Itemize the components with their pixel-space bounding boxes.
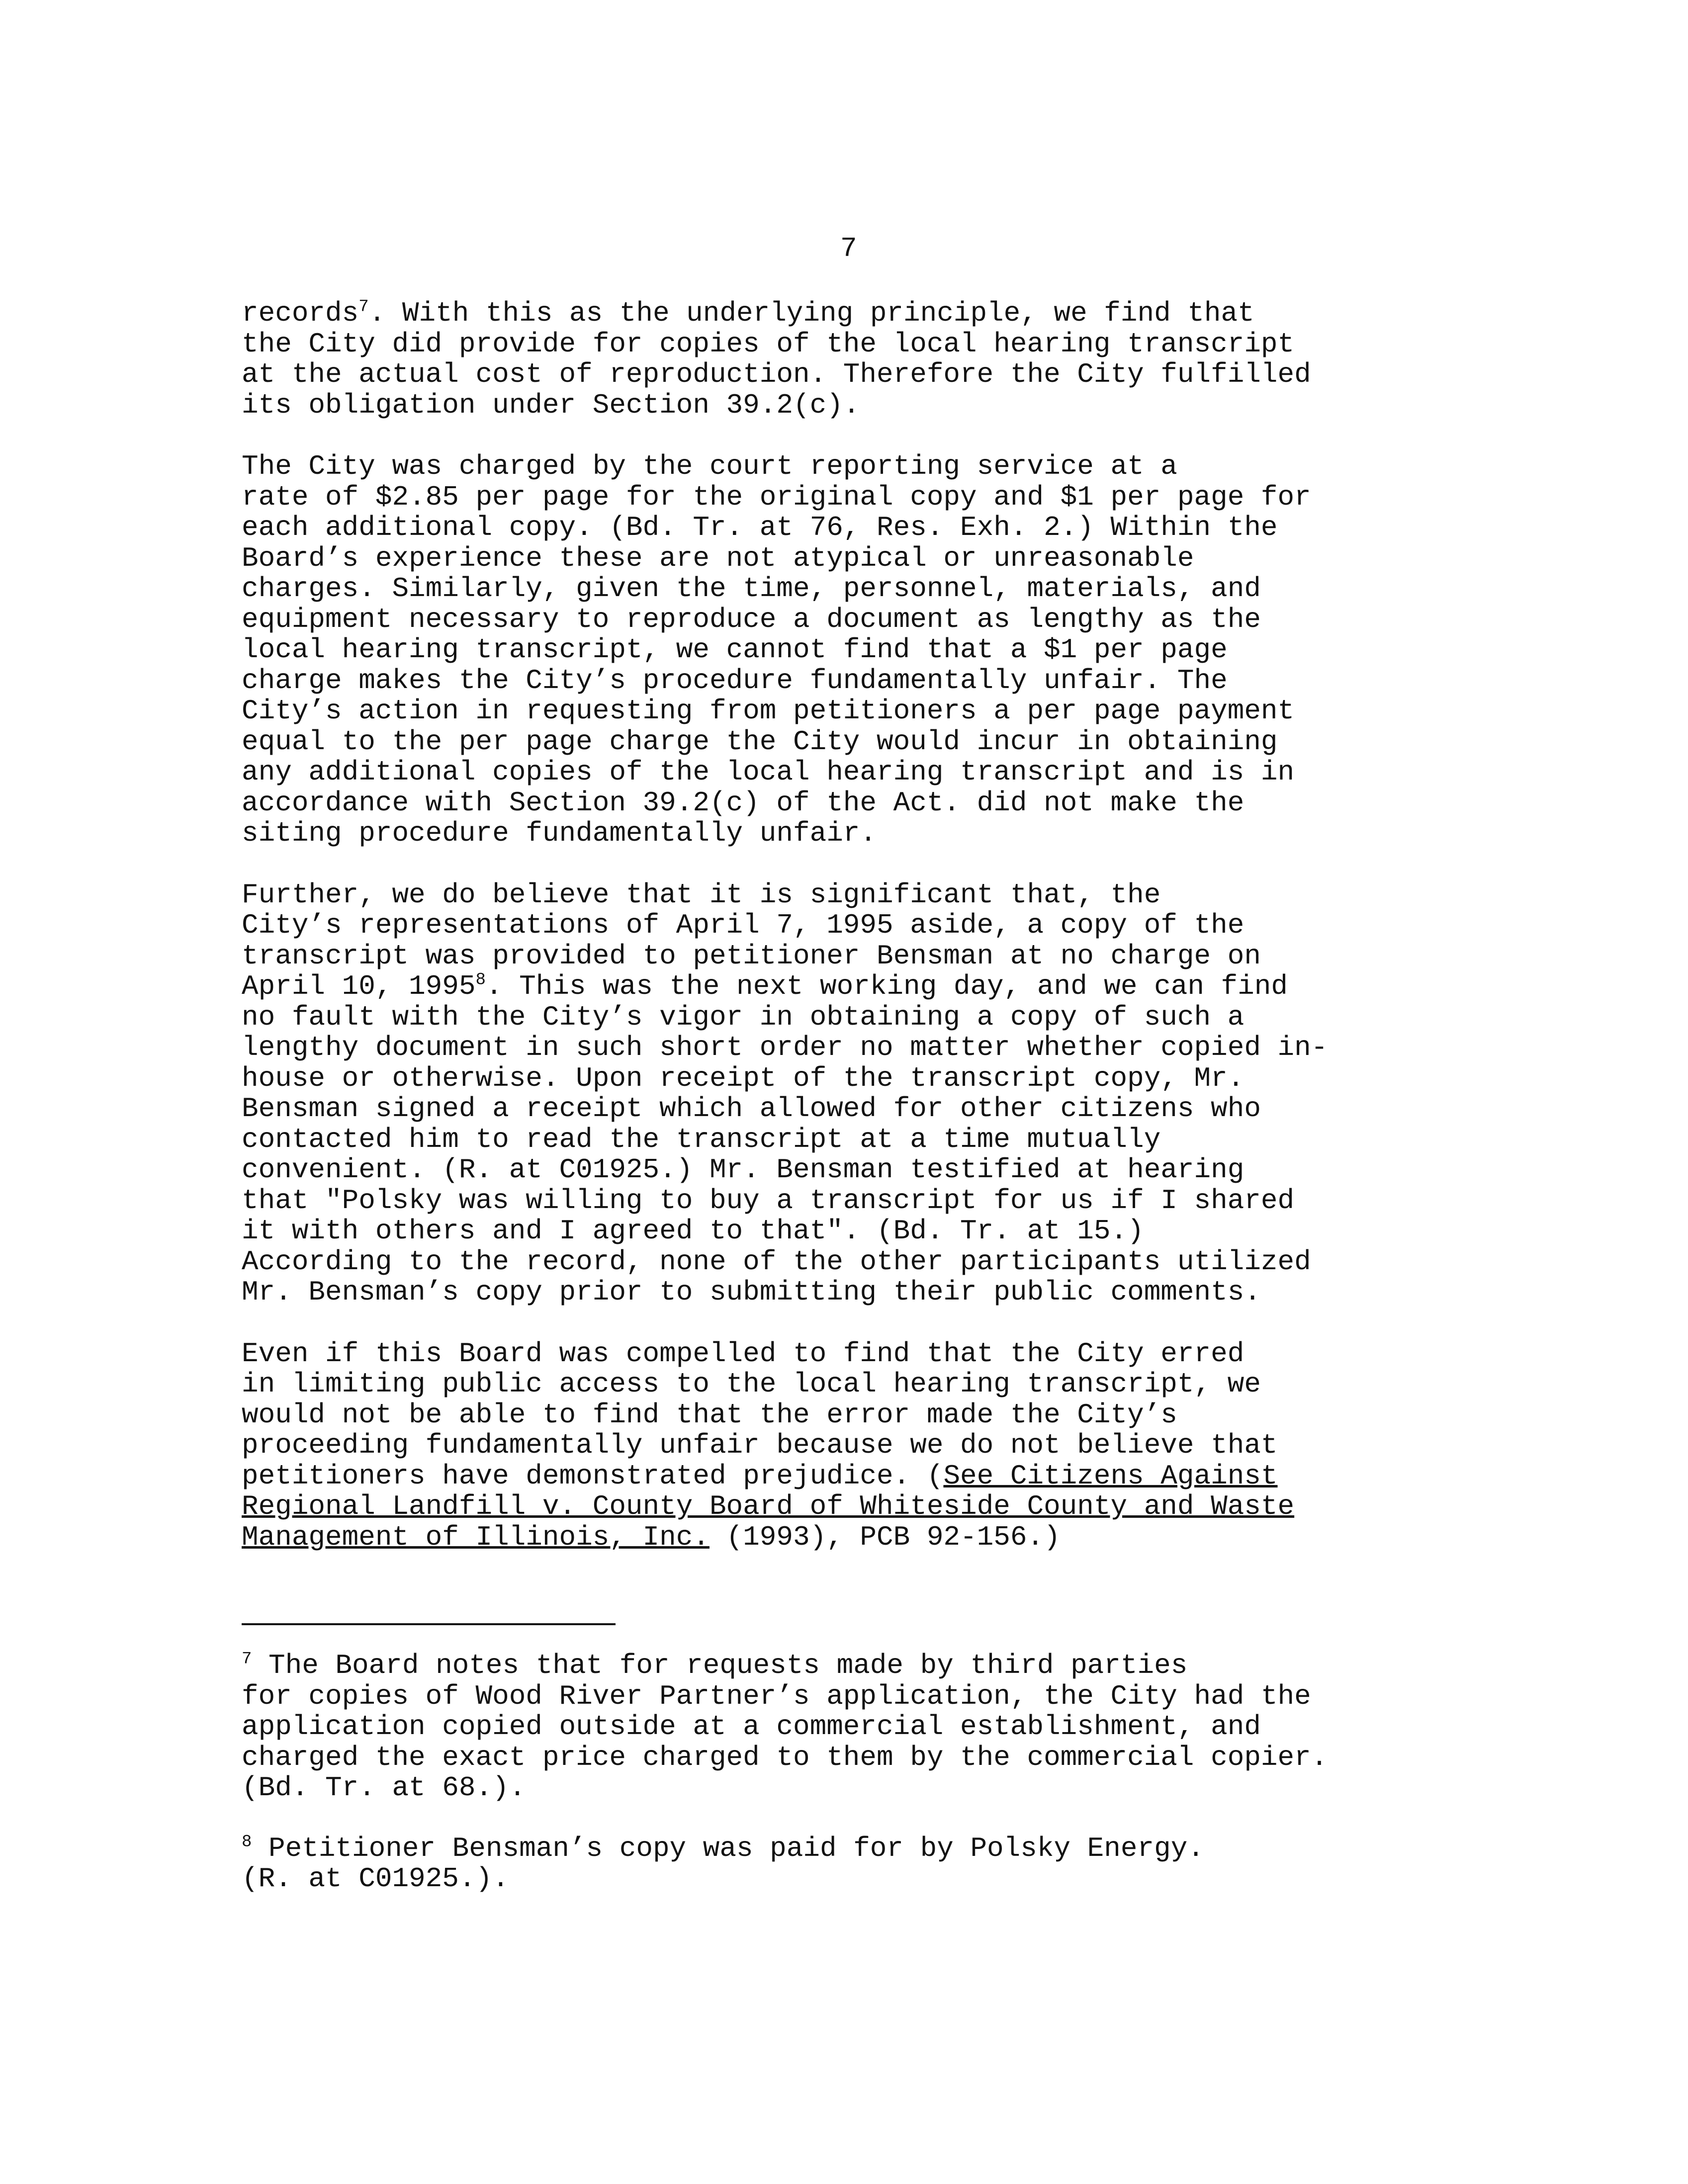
footnote-7-text: The Board notes that for requests made by third parties for copies of Wood River Partner’s application, the City had the application copied outside at a commercial establishment, and charged the exact price charged to them by the commercial copier. (Bd. Tr. at 68.). xyxy=(242,1650,1328,1804)
case-citation-part-2: Regional Landfill v. County Board of Whiteside County and Waste xyxy=(242,1490,1295,1522)
footnote-ref-7: 7 xyxy=(358,297,369,317)
paragraph-2: The City was charged by the court reporting service at a rate of $2.85 per page for the original copy and $1 per page for each additional copy. (Bd. Tr. at 76, Res. Exh. 2.) Within the Board’s experience these are not atypical or unreasonable charges. Similarly, given the time, personnel, materials, and equipment necessary to reproduce a document as lengthy as the local hearing transcript, we cannot find that a $1 per page charge makes the City’s procedure fundamentally unfair. The City’s action in requesting from petitioners a per page payment equal to the per page charge the City would incur in obtaining any additional copies of the local hearing transcript and is in accordance with Section 39.2(c) of the Act. did not make the siting procedure fundamentally unfair. xyxy=(242,450,1311,849)
paragraph-3-text-a: Further, we do believe that it is significant that, the City’s representations of April 7, 1995 aside, a copy of the transcript was provided to petitioner Bensman at no charge on April 10, 1995 xyxy=(242,878,1261,1002)
body-text xyxy=(242,298,1470,1583)
footnote-marker-8: 8 xyxy=(242,1832,252,1851)
footnote-marker-7: 7 xyxy=(242,1650,252,1669)
paragraph-3-text-b: . This was the next working day, and we can find no fault with the City’s vigor in obtaining a copy of such a lengthy document in such short order no matter whether copied in- house or otherwise. Upon receipt of the transcript copy, Mr. Bensman signed a receipt which allowed for other citizens who contacted him to read the transcript at a time mutually convenient. (R. at C01925.) Mr. Bensman testified at hearing that "Polsky was willing to buy a transcript for us if I shared it with others and I agreed to that". (Bd. Tr. at 15.) According to the record, none of the other participants utilized Mr. Bensman’s copy prior to submitting their public comments. xyxy=(242,970,1328,1308)
paragraph-1 xyxy=(242,298,1470,421)
case-citation-part-1: See Citizens Against xyxy=(943,1460,1278,1492)
footnote-8-text: Petitioner Bensman’s copy was paid for by Polsky Energy. (R. at C01925.). xyxy=(242,1832,1204,1895)
case-citation-part-3: Management of Illinois, Inc. xyxy=(242,1521,710,1553)
paragraph-4-text-b: (1993), PCB 92-156.) xyxy=(709,1521,1061,1553)
footnotes xyxy=(242,1651,1470,1924)
footnote-divider xyxy=(242,1623,616,1625)
footnote-8 xyxy=(242,1834,1470,1895)
paragraph-4 xyxy=(242,1339,1470,1553)
footnote-7 xyxy=(242,1651,1470,1804)
paragraph-3 xyxy=(242,880,1470,1308)
paragraph-4-text-a: Even if this Board was compelled to find that the City erred in limiting public access to the local hearing transcript, we would not be able to find that the error made the City’s proceeding fundamentally unfair because we do not believe that petitioners have demonstrated prejudice. ( xyxy=(242,1337,1278,1492)
paragraph-1-text-b: . With this as the underlying principle, we find that the City did provide for copies of the local hearing transcript at the actual cost of reproduction. Therefore the City fulfilled its obligation under Section 39.2(c). xyxy=(242,297,1311,421)
footnote-ref-8: 8 xyxy=(475,970,486,990)
page-number: 7 xyxy=(840,233,857,264)
paragraph-1-text-a: records xyxy=(242,297,359,329)
